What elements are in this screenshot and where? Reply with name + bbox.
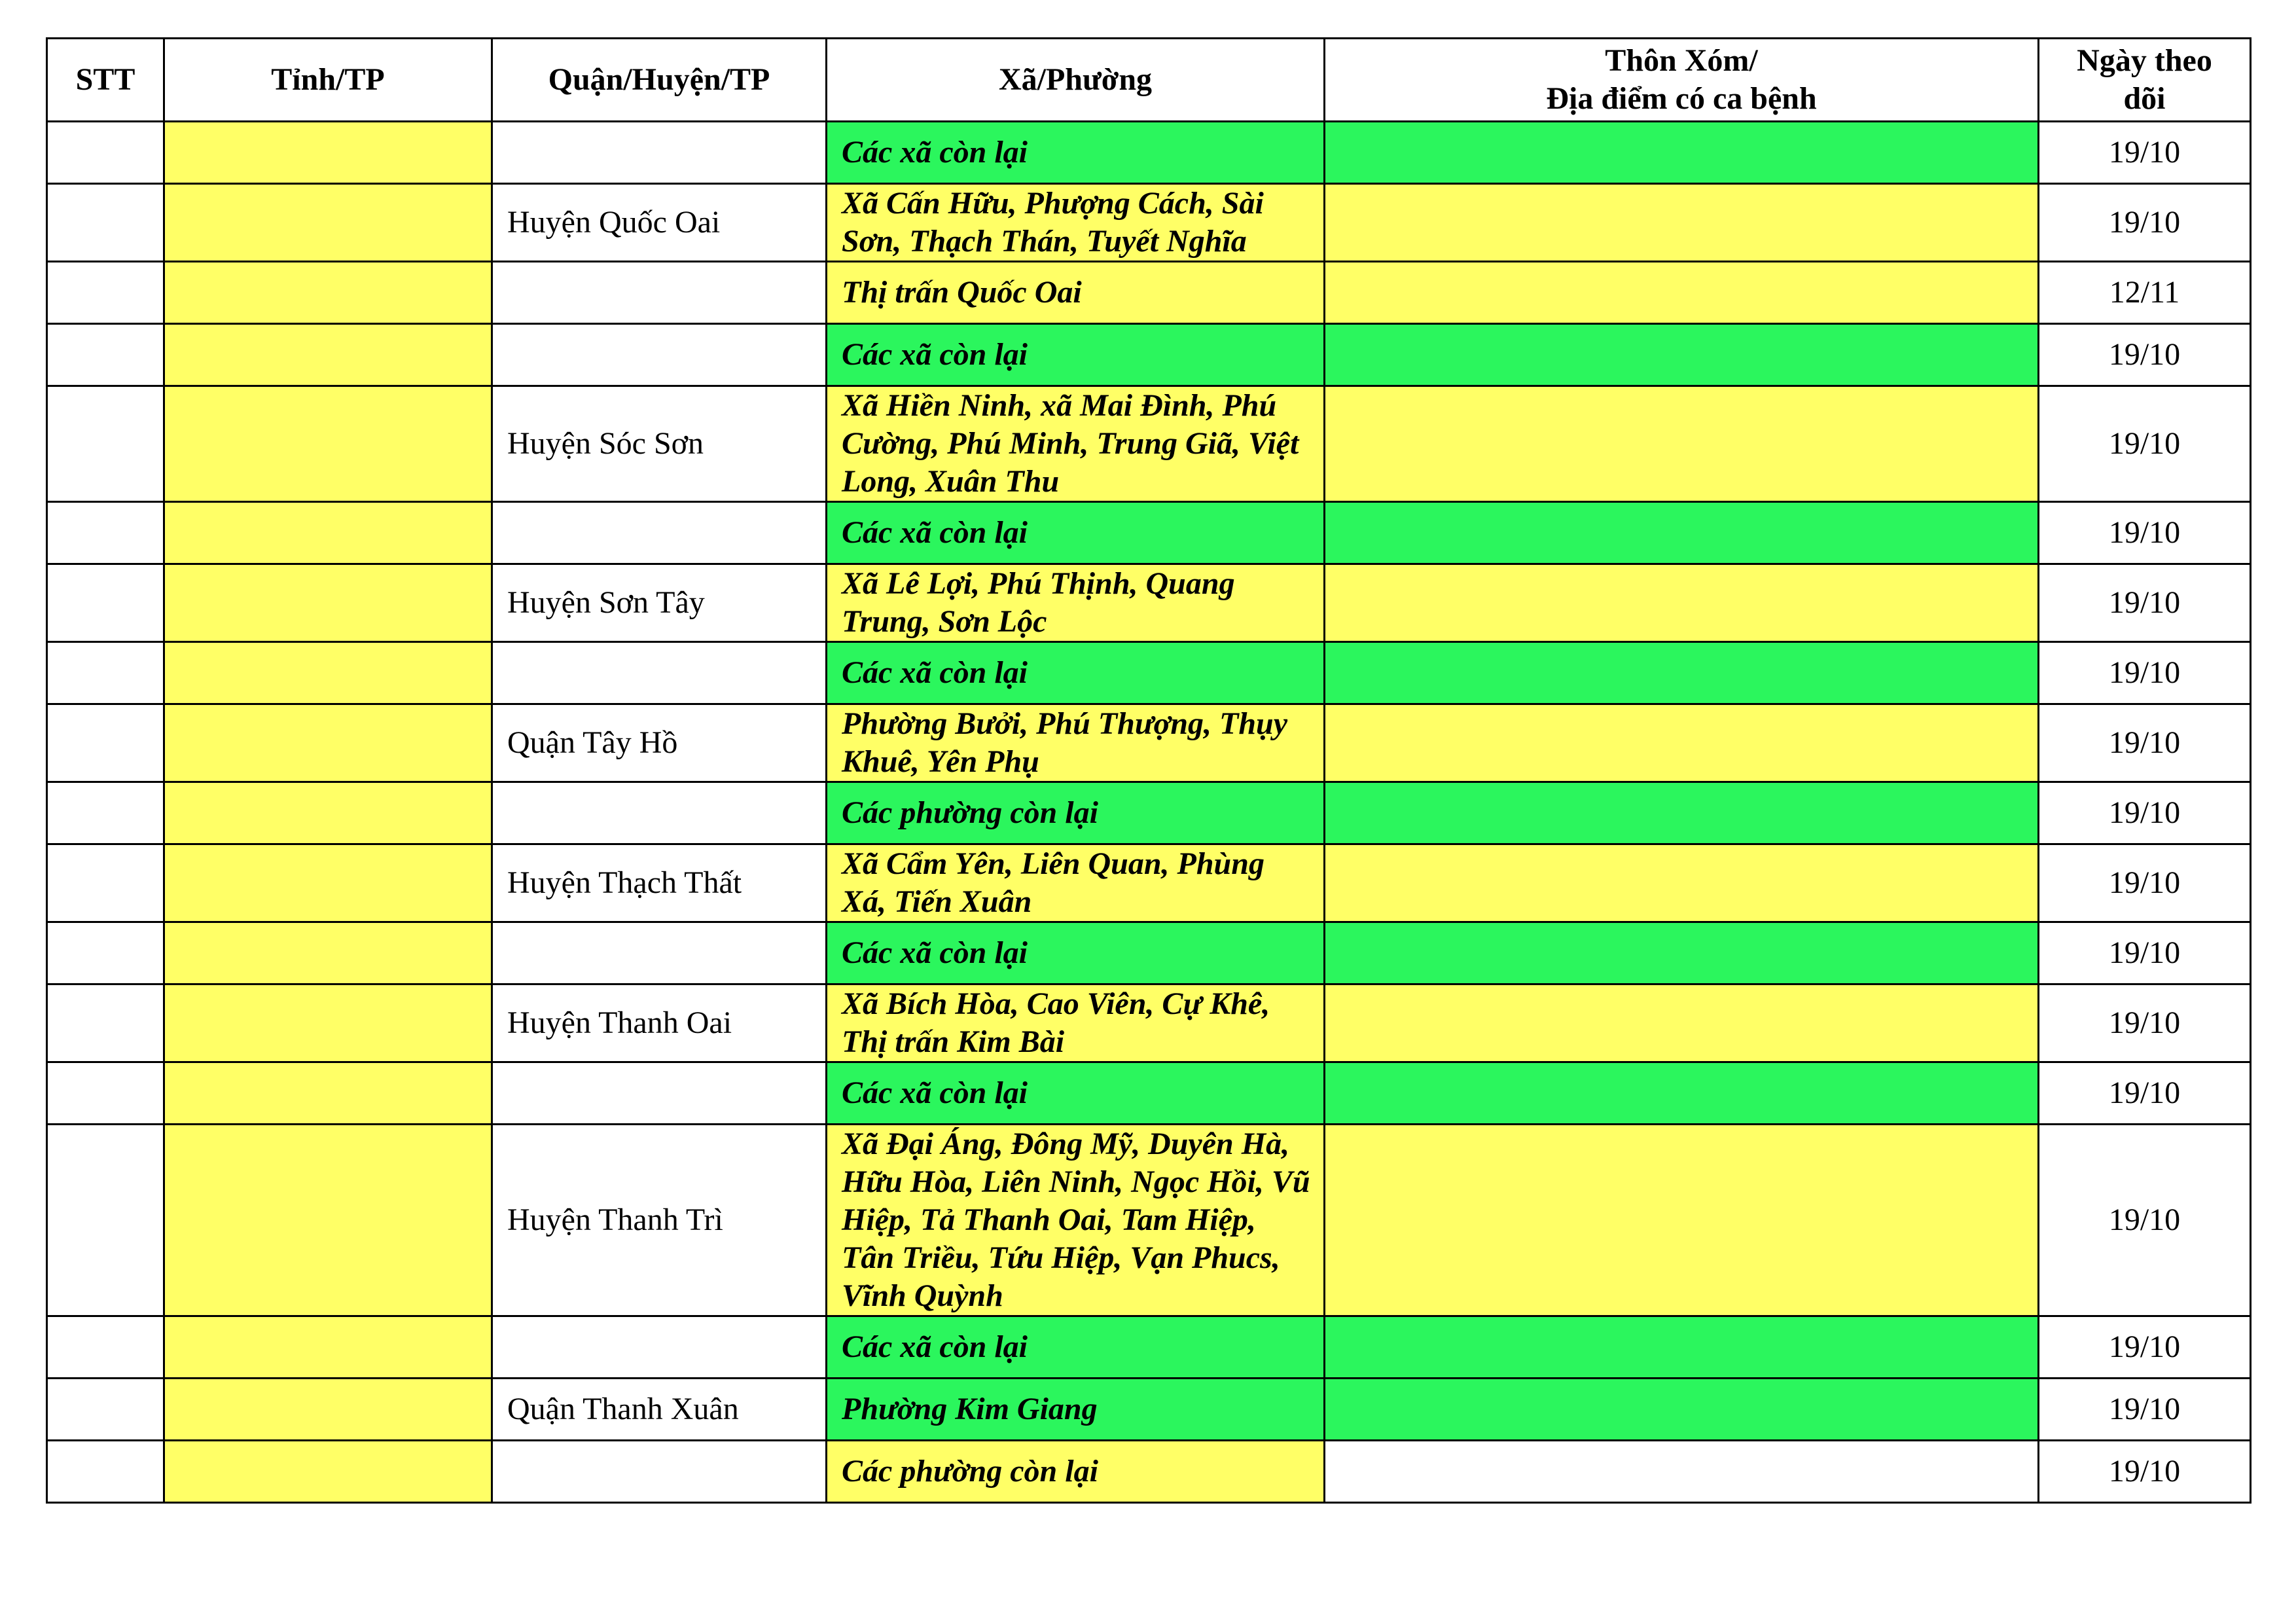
district-cell: [492, 1062, 827, 1125]
date-cell: 19/10: [2039, 324, 2251, 386]
table-row: [47, 386, 2251, 502]
province-cell: [164, 984, 492, 1062]
table-row: [47, 564, 2251, 642]
date-cell: 19/10: [2039, 1062, 2251, 1125]
date-cell: 19/10: [2039, 564, 2251, 642]
district-cell: [492, 122, 827, 184]
header-village: Thôn Xóm/ Địa điểm có ca bệnh: [1325, 39, 2039, 122]
table-row: [47, 1441, 2251, 1503]
district-cell: [492, 1441, 827, 1503]
province-cell: [164, 122, 492, 184]
village-cell: [1325, 922, 2039, 984]
date-cell: 19/10: [2039, 122, 2251, 184]
stt-cell: [47, 502, 164, 564]
table-row: [47, 1316, 2251, 1379]
date-cell: 12/11: [2039, 262, 2251, 324]
header-district: Quận/Huyện/TP: [492, 39, 827, 122]
table-row: [47, 1125, 2251, 1316]
stt-cell: [47, 1125, 164, 1316]
stt-cell: [47, 1062, 164, 1125]
stt-cell: [47, 922, 164, 984]
village-cell: [1325, 564, 2039, 642]
village-cell: [1325, 1316, 2039, 1379]
province-cell: [164, 1125, 492, 1316]
commune-cell: Các xã còn lại: [827, 502, 1325, 564]
village-cell: [1325, 1125, 2039, 1316]
table-row: [47, 262, 2251, 324]
header-date: Ngày theo dõi: [2039, 39, 2251, 122]
stt-cell: [47, 704, 164, 782]
village-cell: [1325, 984, 2039, 1062]
village-cell: [1325, 386, 2039, 502]
district-cell: [492, 1316, 827, 1379]
table-row: [47, 704, 2251, 782]
table-row: [47, 984, 2251, 1062]
table-row: [47, 1062, 2251, 1125]
province-cell: [164, 1379, 492, 1441]
commune-cell: Xã Cẩm Yên, Liên Quan, Phùng Xá, Tiến Xuân: [827, 844, 1325, 922]
table-row: [47, 324, 2251, 386]
commune-cell: Các xã còn lại: [827, 1316, 1325, 1379]
monitoring-table: [46, 37, 2251, 1504]
header-stt: STT: [47, 39, 164, 122]
province-cell: [164, 1062, 492, 1125]
date-cell: 19/10: [2039, 922, 2251, 984]
date-cell: 19/10: [2039, 844, 2251, 922]
province-cell: [164, 1441, 492, 1503]
header-row: [47, 39, 2251, 122]
province-cell: [164, 324, 492, 386]
date-cell: 19/10: [2039, 642, 2251, 704]
province-cell: [164, 704, 492, 782]
header-commune: Xã/Phường: [827, 39, 1325, 122]
stt-cell: [47, 386, 164, 502]
table-row: [47, 122, 2251, 184]
province-cell: [164, 502, 492, 564]
stt-cell: [47, 1316, 164, 1379]
table-row: [47, 184, 2251, 262]
table-row: [47, 502, 2251, 564]
date-cell: 19/10: [2039, 984, 2251, 1062]
date-cell: 19/10: [2039, 184, 2251, 262]
stt-cell: [47, 122, 164, 184]
province-cell: [164, 564, 492, 642]
village-cell: [1325, 502, 2039, 564]
district-cell: [492, 922, 827, 984]
district-cell: Huyện Sơn Tây: [492, 564, 827, 642]
commune-cell: Thị trấn Quốc Oai: [827, 262, 1325, 324]
commune-cell: Các xã còn lại: [827, 922, 1325, 984]
stt-cell: [47, 642, 164, 704]
commune-cell: Xã Lê Lợi, Phú Thịnh, Quang Trung, Sơn Lộc: [827, 564, 1325, 642]
table-row: [47, 642, 2251, 704]
province-cell: [164, 922, 492, 984]
commune-cell: Các xã còn lại: [827, 324, 1325, 386]
table-row: [47, 1379, 2251, 1441]
commune-cell: Xã Bích Hòa, Cao Viên, Cự Khê, Thị trấn Kim Bài: [827, 984, 1325, 1062]
stt-cell: [47, 564, 164, 642]
district-cell: [492, 324, 827, 386]
province-cell: [164, 262, 492, 324]
village-cell: [1325, 262, 2039, 324]
district-cell: [492, 502, 827, 564]
province-cell: [164, 386, 492, 502]
village-cell: [1325, 1379, 2039, 1441]
district-cell: Huyện Thạch Thất: [492, 844, 827, 922]
table-row: [47, 922, 2251, 984]
date-cell: 19/10: [2039, 502, 2251, 564]
stt-cell: [47, 844, 164, 922]
village-cell: [1325, 122, 2039, 184]
date-cell: 19/10: [2039, 704, 2251, 782]
stt-cell: [47, 984, 164, 1062]
province-cell: [164, 782, 492, 844]
district-cell: Huyện Thanh Oai: [492, 984, 827, 1062]
district-cell: Huyện Quốc Oai: [492, 184, 827, 262]
village-cell: [1325, 1441, 2039, 1503]
date-cell: 19/10: [2039, 782, 2251, 844]
province-cell: [164, 642, 492, 704]
date-cell: 19/10: [2039, 1379, 2251, 1441]
table-body: [47, 122, 2251, 1503]
header-province: Tỉnh/TP: [164, 39, 492, 122]
commune-cell: Các xã còn lại: [827, 1062, 1325, 1125]
province-cell: [164, 184, 492, 262]
commune-cell: Xã Cấn Hữu, Phượng Cách, Sài Sơn, Thạch Thán, Tuyết Nghĩa: [827, 184, 1325, 262]
date-cell: 19/10: [2039, 1316, 2251, 1379]
village-cell: [1325, 844, 2039, 922]
commune-cell: Các xã còn lại: [827, 122, 1325, 184]
commune-cell: Xã Đại Áng, Đông Mỹ, Duyên Hà, Hữu Hòa, Liên Ninh, Ngọc Hồi, Vũ Hiệp, Tả Thanh Oai, Tam Hiệp, Tân Triều, Tứu Hiệp, Vạn Phucs, Vĩnh Quỳnh: [827, 1125, 1325, 1316]
district-cell: [492, 642, 827, 704]
commune-cell: Phường Kim Giang: [827, 1379, 1325, 1441]
stt-cell: [47, 1379, 164, 1441]
district-cell: [492, 262, 827, 324]
stt-cell: [47, 324, 164, 386]
table-row: [47, 844, 2251, 922]
district-cell: Huyện Sóc Sơn: [492, 386, 827, 502]
stt-cell: [47, 262, 164, 324]
stt-cell: [47, 782, 164, 844]
district-cell: [492, 782, 827, 844]
commune-cell: Các phường còn lại: [827, 782, 1325, 844]
village-cell: [1325, 184, 2039, 262]
province-cell: [164, 1316, 492, 1379]
date-cell: 19/10: [2039, 386, 2251, 502]
village-cell: [1325, 782, 2039, 844]
stt-cell: [47, 1441, 164, 1503]
commune-cell: Phường Bưởi, Phú Thượng, Thụy Khuê, Yên Phụ: [827, 704, 1325, 782]
village-cell: [1325, 1062, 2039, 1125]
table-row: [47, 782, 2251, 844]
village-cell: [1325, 324, 2039, 386]
date-cell: 19/10: [2039, 1125, 2251, 1316]
commune-cell: Xã Hiền Ninh, xã Mai Đình, Phú Cường, Phú Minh, Trung Giã, Việt Long, Xuân Thu: [827, 386, 1325, 502]
commune-cell: Các phường còn lại: [827, 1441, 1325, 1503]
date-cell: 19/10: [2039, 1441, 2251, 1503]
province-cell: [164, 844, 492, 922]
village-cell: [1325, 642, 2039, 704]
stt-cell: [47, 184, 164, 262]
district-cell: Huyện Thanh Trì: [492, 1125, 827, 1316]
district-cell: Quận Thanh Xuân: [492, 1379, 827, 1441]
commune-cell: Các xã còn lại: [827, 642, 1325, 704]
village-cell: [1325, 704, 2039, 782]
district-cell: Quận Tây Hồ: [492, 704, 827, 782]
